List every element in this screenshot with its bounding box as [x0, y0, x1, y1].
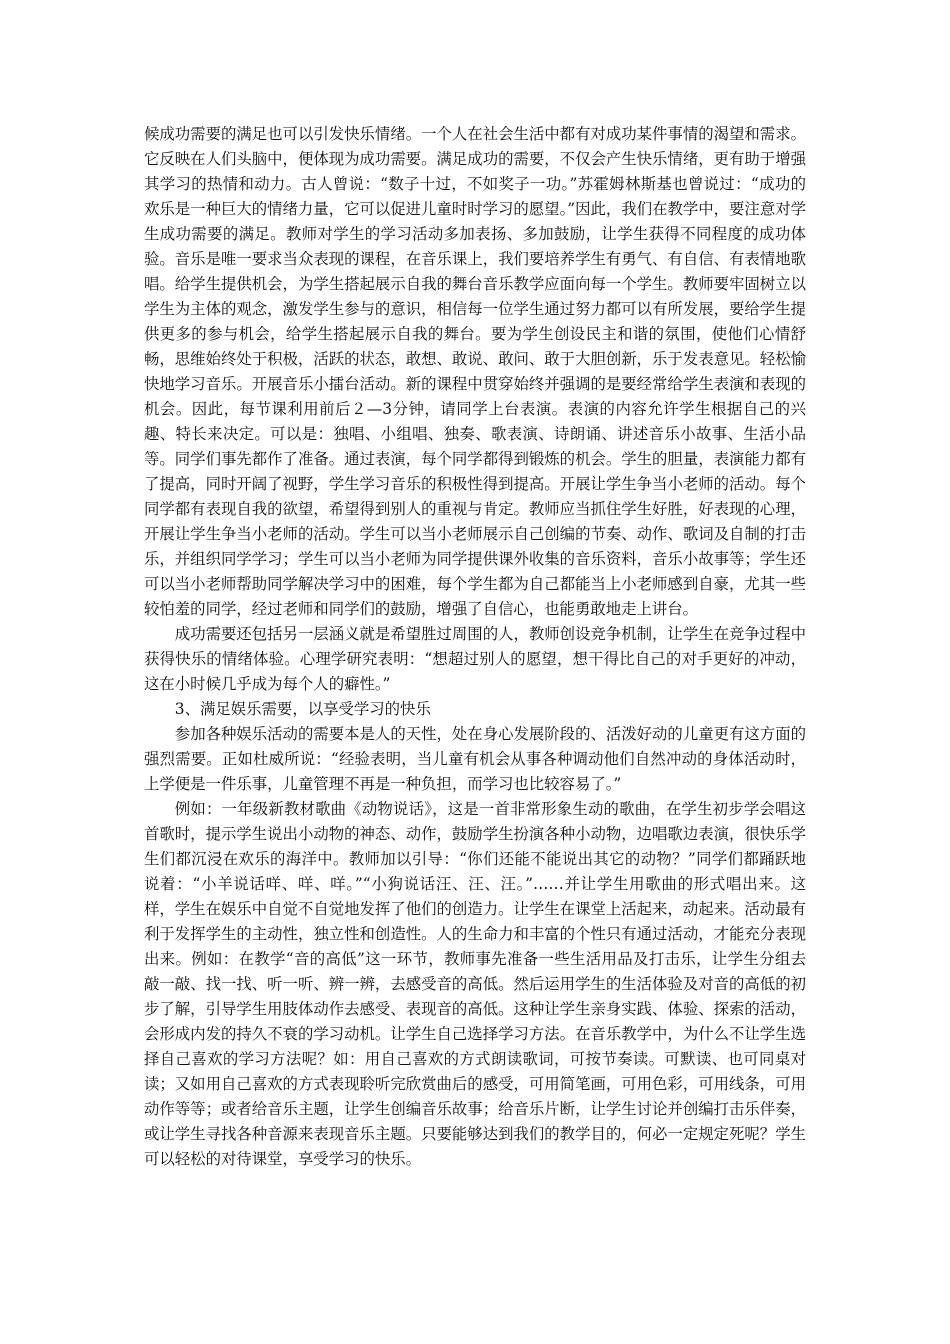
paragraph-entertainment-need: 参加各种娱乐活动的需要本是人的天性，处在身心发展阶段的、活泼好动的儿童更有这方面的强烈需要。正如杜威所说：“经验表明，当儿童有机会从事各种调动他们自然冲动的身体活动时，上学便是一件乐事，儿童管理不再是一种负担，而学习也比较容易了。”: [144, 725, 806, 793]
paragraph-competition: 成功需要还包括另一层涵义就是希望胜过周围的人，教师创设竞争机制，让学生在竞争过程中获得快乐的情绪体验。心理学研究表明：“想超过别人的愿望，想干得比自己的对手更好的冲动，这在小时候几乎成为每个人的癖性。”: [144, 625, 806, 693]
paragraph-success-need: 候成功需要的满足也可以引发快乐情绪。一个人在社会生活中都有对成功某件事情的渴望和需求。它反映在人们头脑中，便体现为成功需要。满足成功的需要，不仅会产生快乐情绪，更有助于增强其学习的热情和动力。古人曾说：“数子十过，不如奖子一功。”苏霍姆林斯基也曾说过：“成功的欢乐是一种巨大的情绪力量，它可以促进儿童时时学习的愿望。”因此，我们在教学中，要注意对学生成功需要的满足。教师对学生的学习活动多加表扬、多加鼓励，让学生获得不同程度的成功体验。音乐是唯一要求当众表现的课程，在音乐课上，我们要培养学生有勇气、有自信、有表情地歌唱。给学生提供机会，为学生搭起展示自我的舞台音乐教学应面向每一个学生。教师要牢固树立以学生为主体的观念，激发学生参与的意识，相信每一位学生通过努力都可以有所发展，要给学生提供更多的参与机会，给学生搭起展示自我的舞台。要为学生创设民主和谐的氛围，使他们心情舒畅，思维始终处于积极，活跃的状态，敢想、敢说、敢问、敢于大胆创新，乐于发表意见。轻松愉快地学习音乐。开展音乐小擂台活动。新的课程中贯穿始终并强调的是要经常给学生表演和表现的机会。因此，每节课利用前后２—3分钟，请同学上台表演。表演的内容允许学生根据自己的兴趣、特长来决定。可以是：独唱、小组唱、独奏、歌表演、诗朗诵、讲述音乐小故事、生活小品等。同学们事先都作了准备。通过表演，每个同学都得到锻炼的机会。学生的胆量，表演能力都有了提高，同时开阔了视野，学生学习音乐的积极性得到提高。开展让学生争当小老师的活动。每个同学都有表现自我的欲望，希望得到别人的重视与肯定。教师应当抓住学生好胜，好表现的心理，开展让学生争当小老师的活动。学生可以当小老师展示自己创编的节奏、动作、歌词及自制的打击乐，并组织同学学习；学生可以当小老师为同学提供课外收集的音乐资料，音乐小故事等；学生还可以当小老师帮助同学解决学习中的困难，每个学生都为自己都能当上小老师感到自豪，尤其一些较怕羞的同学，经过老师和同学们的鼓励，增强了自信心，也能勇敢地走上讲台。: [144, 125, 806, 618]
paragraph-example: 例如：一年级新教材歌曲《动物说话》，这是一首非常形象生动的歌曲，在学生初步学会唱这首歌时，提示学生说出小动物的神态、动作，鼓励学生扮演各种小动物，边唱歌边表演，很快乐学生们都沉浸在欢乐的海洋中。教师加以引导：“你们还能不能说出其它的动物？”同学们都踊跃地说着：“小羊说话咩、咩、咩。”“小狗说话汪、汪、汪。”……并让学生用歌曲的形式唱出来。这样，学生在娱乐中自觉不自觉地发挥了他们的创造力。让学生在课堂上活起来，动起来。活动最有利于发挥学生的主动性，独立性和创造性。人的生命力和丰富的个性只有通过活动，才能充分表现出来。例如：在教学“音的高低”这一环节，教师事先准备一些生活用品及打击乐，让学生分组去敲一敲、找一找、听一听、辨一辨，去感受音的高低。然后运用学生的生活体验及对音的高低的初步了解，引导学生用肢体动作去感受、表现音的高低。这种让学生亲身实践、体验、探索的活动，会形成内发的持久不衰的学习动机。让学生自己选择学习方法。在音乐教学中，为什么不让学生选择自己喜欢的学习方法呢？如：用自己喜欢的方式朗读歌词，可按节奏读。可默读、也可同桌对读；又如用自己喜欢的方式表现聆听完欣赏曲后的感受，可用简笔画，可用色彩，可用线条，可用动作等等；或者给音乐主题，让学生创编音乐故事；给音乐片断，让学生讨论并创编打击乐伴奏，或让学生寻找各种音源来表现音乐主题。只要能够达到我们的教学目的，何必一定规定死呢？学生可以轻松的对待课堂，享受学习的快乐。: [144, 800, 806, 1168]
document-body: [144, 122, 806, 1172]
section-heading-entertainment: 3、满足娱乐需要，以享受学习的快乐: [174, 700, 431, 718]
